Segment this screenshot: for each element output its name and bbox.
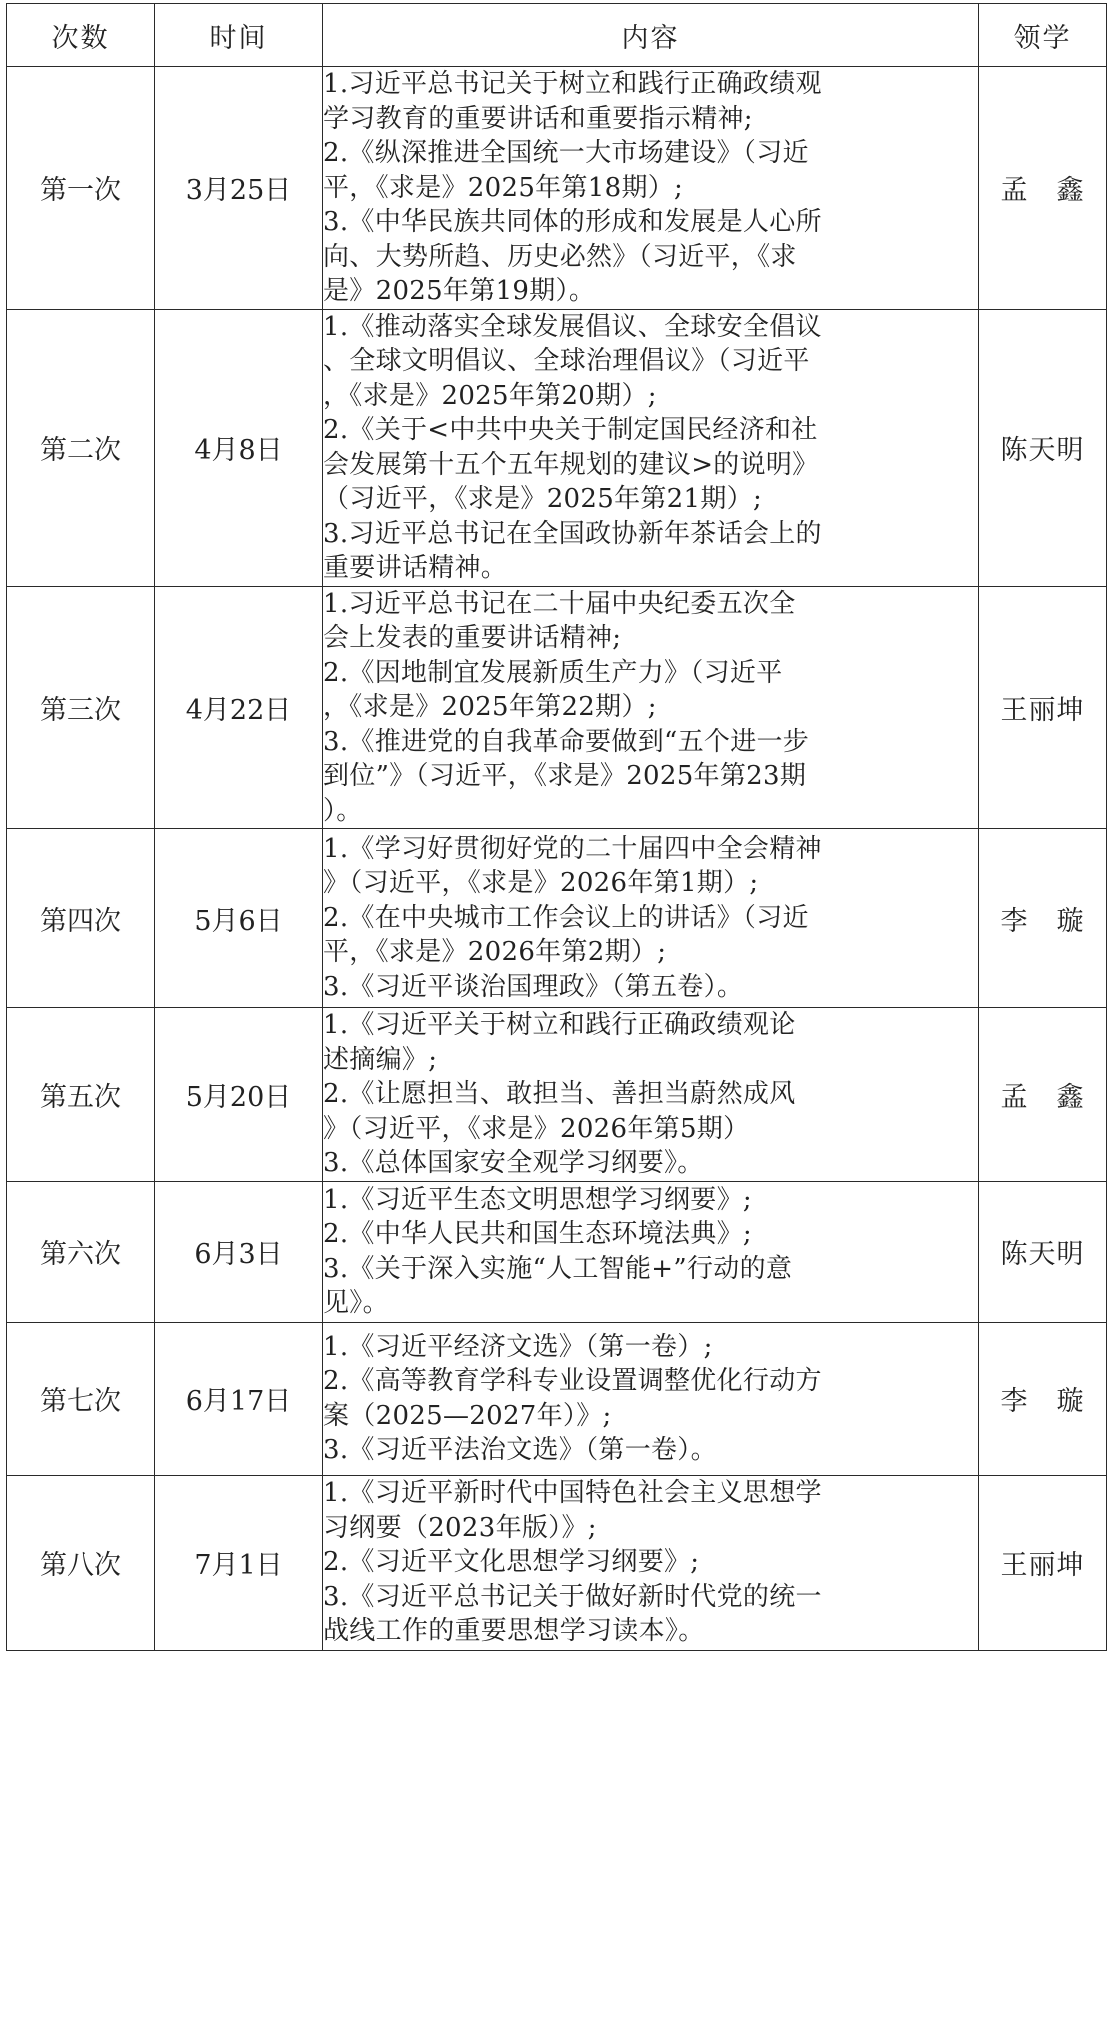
content-line: 述摘编》; xyxy=(323,1044,438,1075)
session-leader: 陈天明 xyxy=(979,309,1107,586)
session-content xyxy=(323,829,979,1008)
session-content xyxy=(323,1475,979,1650)
content-line: 》（习近平，《求是》2026年第5期） xyxy=(323,1113,750,1144)
session-count: 第四次 xyxy=(7,829,155,1008)
content-line: 重要讲话精神。 xyxy=(323,553,508,583)
content-line: 1.《习近平关于树立和践行正确政绩观论 xyxy=(323,1010,796,1040)
content-line: 3.《习近平法治文选》（第一卷）。 xyxy=(323,1435,717,1465)
session-time: 4月22日 xyxy=(155,586,323,829)
session-time: 3月25日 xyxy=(155,67,323,310)
content-line: 学习教育的重要讲话和重要指示精神; xyxy=(323,103,753,134)
content-line: ，《求是》2025年第20期）; xyxy=(323,380,657,411)
content-line: 、全球文明倡议、全球治理倡议》（习近平 xyxy=(323,346,810,376)
table-row xyxy=(7,586,1107,829)
content-line: 战线工作的重要思想学习读本》。 xyxy=(323,1616,705,1647)
session-content xyxy=(323,1322,979,1475)
session-count: 第二次 xyxy=(7,309,155,586)
session-leader: 王丽坤 xyxy=(979,586,1107,829)
content-line: 2.《因地制宜发展新质生产力》（习近平 xyxy=(323,657,783,688)
content-line: 会上发表的重要讲话精神; xyxy=(323,623,622,653)
table-row xyxy=(7,1181,1107,1322)
header-content: 内容 xyxy=(323,4,979,67)
header-time: 时间 xyxy=(155,4,323,67)
session-content xyxy=(323,1181,979,1322)
content-line: 会发展第十五个五年规划的建议>的说明》 xyxy=(323,449,819,480)
content-line: 3.《中华民族共同体的形成和发展是人心所 xyxy=(323,207,822,237)
content-line: ，《求是》2025年第22期）; xyxy=(323,692,657,722)
content-line: 向、大势所趋、历史必然》（习近平，《求 xyxy=(323,241,797,272)
content-line: 2.《习近平文化思想学习纲要》; xyxy=(323,1547,700,1578)
session-leader: 李 璇 xyxy=(979,829,1107,1008)
session-time: 6月17日 xyxy=(155,1322,323,1475)
content-line: 见》。 xyxy=(323,1288,389,1318)
table-row xyxy=(7,1475,1107,1650)
session-content xyxy=(323,309,979,586)
session-count: 第五次 xyxy=(7,1008,155,1182)
content-line: 3.《习近平谈治国理政》（第五卷）。 xyxy=(323,971,744,1002)
content-line: 3.《关于深入实施“人工智能+”行动的意 xyxy=(323,1253,793,1284)
session-leader: 陈天明 xyxy=(979,1181,1107,1322)
content-line: 1.《习近平经济文选》（第一卷）; xyxy=(323,1331,713,1362)
session-content xyxy=(323,1008,979,1182)
schedule-body xyxy=(7,67,1107,1651)
header-row xyxy=(7,4,1107,67)
session-leader: 孟 鑫 xyxy=(979,67,1107,310)
table-row xyxy=(7,1322,1107,1475)
content-line: 习纲要（2023年版）》; xyxy=(323,1512,597,1543)
content-line: 到位”》（习近平，《求是》2025年第23期 xyxy=(323,761,807,791)
content-line: 1.习近平总书记在二十届中央纪委五次全 xyxy=(323,588,796,619)
session-time: 5月20日 xyxy=(155,1008,323,1182)
content-line: 3.《总体国家安全观学习纲要》。 xyxy=(323,1148,704,1178)
session-content xyxy=(323,586,979,829)
content-line: 3.《习近平总书记关于做好新时代党的统一 xyxy=(323,1581,822,1612)
content-line: 1.《推动落实全球发展倡议、全球安全倡议 xyxy=(323,311,822,342)
content-line: 1.《习近平新时代中国特色社会主义思想学 xyxy=(323,1478,822,1509)
session-count: 第三次 xyxy=(7,586,155,829)
session-leader: 李 璇 xyxy=(979,1322,1107,1475)
content-line: 1.习近平总书记关于树立和践行正确政绩观 xyxy=(323,69,822,99)
content-line: 平，《求是》2025年第18期）; xyxy=(323,172,684,203)
session-count: 第七次 xyxy=(7,1322,155,1475)
session-leader: 王丽坤 xyxy=(979,1475,1107,1650)
table-row xyxy=(7,67,1107,310)
content-line: 2.《关于<中共中央关于制定国民经济和社 xyxy=(323,415,818,445)
session-leader: 孟 鑫 xyxy=(979,1008,1107,1182)
content-line: 2.《纵深推进全国统一大市场建设》（习近 xyxy=(323,138,809,168)
content-line: 2.《中华人民共和国生态环境法典》; xyxy=(323,1219,752,1249)
content-line: 平，《求是》2026年第2期）; xyxy=(323,937,667,968)
session-content xyxy=(323,67,979,310)
session-count: 第六次 xyxy=(7,1181,155,1322)
content-line: 1.《学习好贯彻好党的二十届四中全会精神 xyxy=(323,833,822,864)
content-line: 2.《在中央城市工作会议上的讲话》（习近 xyxy=(323,902,809,933)
study-schedule-table xyxy=(6,3,1107,1651)
session-time: 4月8日 xyxy=(155,309,323,586)
session-time: 5月6日 xyxy=(155,829,323,1008)
content-line: 是》2025年第19期）。 xyxy=(323,276,596,306)
session-count: 第八次 xyxy=(7,1475,155,1650)
content-line: 》（习近平，《求是》2026年第1期）; xyxy=(323,868,759,899)
content-line: 3.《推进党的自我革命要做到“五个进一步 xyxy=(323,726,810,757)
content-line: （习近平，《求是》2025年第21期）; xyxy=(323,484,763,514)
content-line: 3.习近平总书记在全国政协新年茶话会上的 xyxy=(323,518,822,549)
content-line: 2.《高等教育学科专业设置调整优化行动方 xyxy=(323,1366,822,1396)
session-count: 第一次 xyxy=(7,67,155,310)
content-line: 案（2025—2027年）》; xyxy=(323,1400,612,1431)
session-time: 7月1日 xyxy=(155,1475,323,1650)
table-row xyxy=(7,1008,1107,1182)
content-line: 2.《让愿担当、敢担当、善担当蔚然成风 xyxy=(323,1079,796,1109)
session-time: 6月3日 xyxy=(155,1181,323,1322)
table-row xyxy=(7,829,1107,1008)
header-leader: 领学 xyxy=(979,4,1107,67)
content-line: ）。 xyxy=(323,795,363,826)
header-count: 次数 xyxy=(7,4,155,67)
table-row xyxy=(7,309,1107,586)
content-line: 1.《习近平生态文明思想学习纲要》; xyxy=(323,1184,752,1215)
